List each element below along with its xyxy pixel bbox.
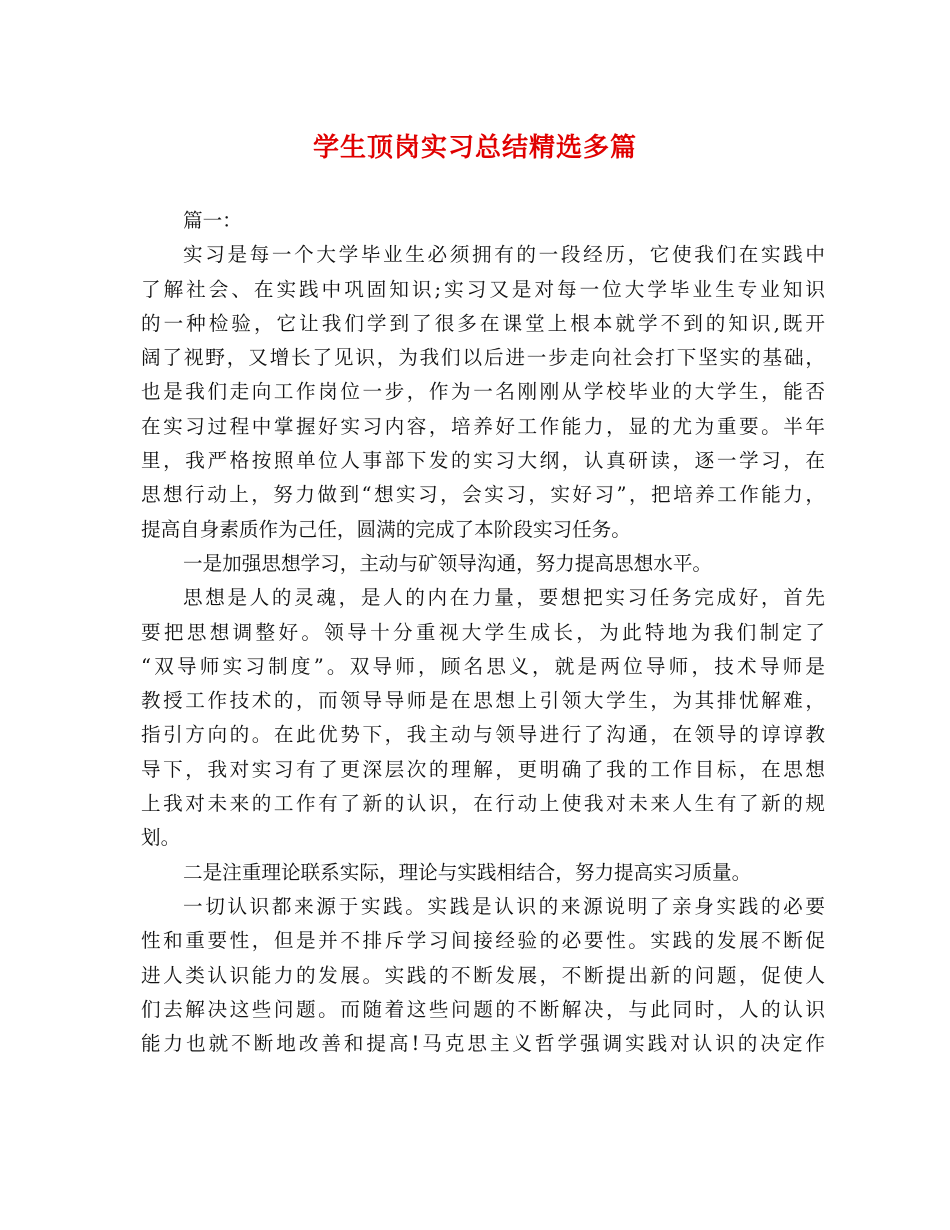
text-line: 能力也就不断地改善和提高!马克思主义哲学强调实践对认识的决定作 (141, 1032, 825, 1056)
document-body (141, 204, 825, 1061)
text-line: 里，我严格按照单位人事部下发的实习大纲，认真研读，逐一学习，在 (141, 449, 825, 473)
document-title: 学生顶岗实习总结精选多篇 (312, 133, 637, 163)
text-line: “双导师实习制度”。双导师，顾名思义，就是两位导师，技术导师是 (141, 654, 825, 678)
text-line: 提高自身素质作为己任，圆满的完成了本阶段实习任务。 (141, 517, 631, 541)
text-line: 篇一： (183, 209, 242, 232)
text-line: 二是注重理论联系实际，理论与实践相结合，努力提高实习质量。 (183, 860, 752, 884)
text-line: 性和重要性，但是并不排斥学习间接经验的必要性。实践的发展不断促 (141, 929, 825, 953)
text-line: 思想是人的灵魂，是人的内在力量，要想把实习任务完成好，首先 (183, 586, 825, 610)
text-line: 指引方向的。在此优势下，我主动与领导进行了沟通，在领导的谆谆教 (141, 723, 825, 747)
text-line: 教授工作技术的，而领导导师是在思想上引领大学生，为其排忧解难， (141, 689, 825, 713)
text-line: 阔了视野，又增长了见识，为我们以后进一步走向社会打下坚实的基础， (141, 346, 825, 370)
text-line: 的一种检验，它让我们学到了很多在课堂上根本就学不到的知识,既开 (141, 311, 825, 335)
text-line: 思想行动上，努力做到“想实习，会实习，实好习”，把培养工作能力， (141, 483, 825, 507)
text-line: 一切认识都来源于实践。实践是认识的来源说明了亲身实践的必要 (183, 894, 825, 918)
text-line: 们去解决这些问题。而随着这些问题的不断解决，与此同时，人的认识 (141, 997, 825, 1021)
text-line: 划。 (141, 826, 181, 850)
text-line: 进人类认识能力的发展。实践的不断发展，不断提出新的问题，促使人 (141, 963, 825, 987)
text-line: 了解社会、在实践中巩固知识;实习又是对每一位大学毕业生专业知识 (141, 277, 825, 301)
text-line: 也是我们走向工作岗位一步，作为一名刚刚从学校毕业的大学生，能否 (141, 380, 825, 404)
text-line: 在实习过程中掌握好实习内容，培养好工作能力，显的尤为重要。半年 (141, 414, 825, 438)
text-line: 导下，我对实习有了更深层次的理解，更明确了我的工作目标，在思想 (141, 757, 825, 781)
text-line: 一是加强思想学习，主动与矿领导沟通，努力提高思想水平。 (183, 551, 713, 575)
text-line: 实习是每一个大学毕业生必须拥有的一段经历，它使我们在实践中 (183, 243, 825, 267)
text-line: 要把思想调整好。领导十分重视大学生成长，为此特地为我们制定了 (141, 620, 825, 644)
text-line: 上我对未来的工作有了新的认识，在行动上使我对未来人生有了新的规 (141, 792, 825, 816)
